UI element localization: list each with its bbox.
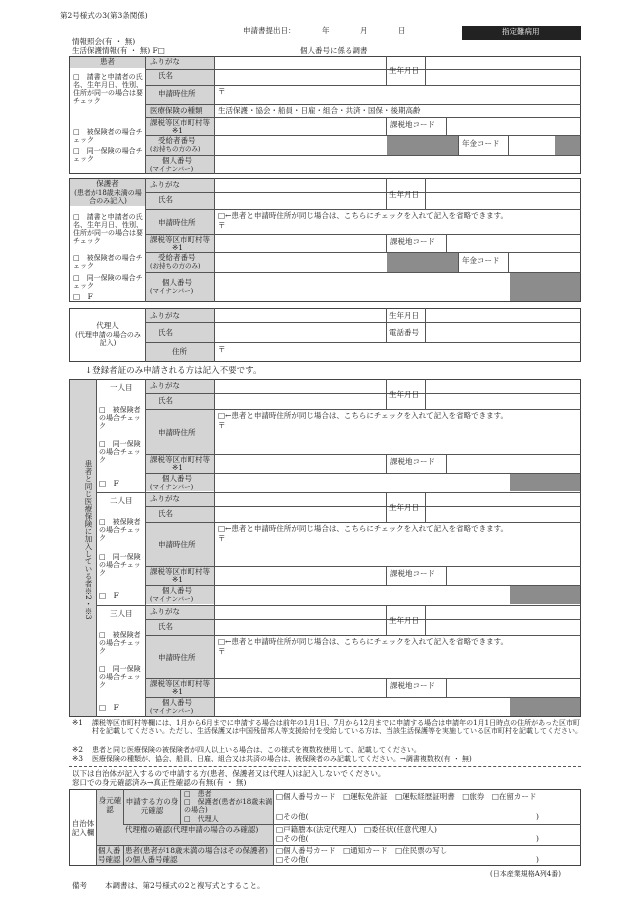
opt-patient[interactable]: □ 患者 (184, 790, 212, 798)
arrow-note: ↓登録者証のみ申請される方は記入不要です。 (85, 366, 262, 376)
identity-label: 身元確認 (98, 796, 122, 814)
member3-mynumber-sub: (マイナンバー) (150, 707, 194, 715)
localgov-intro2: 窓口での身元確認済み→真正性確認の有無(有 ・ 無) (72, 778, 247, 787)
member1-label: 一人目 (110, 383, 133, 392)
member1-municipality-label: 課税等区市町村等 (150, 455, 210, 464)
mynumber-other[interactable]: □その他( (276, 855, 309, 864)
agent-subtitle: (代理申請の場合のみ記入) (75, 331, 141, 348)
opt-agent[interactable]: □ 代理人 (184, 815, 219, 823)
guardian-check-insured[interactable]: □ 被保険者の場合チェック (73, 254, 143, 271)
localgov-side-label: 自治体記入欄 (71, 819, 95, 837)
member3-address-label: 申請時住所 (158, 653, 196, 662)
remark-label: 備考 (72, 881, 87, 890)
guardian-municipality-label: 課税等区市町村等 (150, 235, 210, 244)
member1-name-label: 氏名 (158, 396, 173, 405)
member2-municipality-label: 課税等区市町村等 (150, 567, 210, 576)
member3-municipality-note: ※1 (172, 687, 184, 696)
authority-other[interactable]: □その他( (276, 834, 309, 843)
guardian-title: 保護者 (96, 179, 119, 188)
note1-text: 課税等区市町村等欄には、1月から6月までに申請する場合は前年の1月1日、7月から12月までに申請する場合は申請年の1月1日時点の住所があった区市町村を記載してください。ただし、生活保護又は中国残留邦人等支援給付を受給している方は、当該生活保護等を実施している区市町村を記載してください。 (92, 719, 582, 736)
id-docs-other[interactable]: □その他( (276, 812, 309, 821)
member3-same-address[interactable]: □←患者と申請時住所が同じ場合は、こちらにチェックを入れて記入を省略できます。 (218, 637, 509, 646)
member2-tax-place-label: 課税地コード (390, 569, 435, 578)
guardian-f-check[interactable]: □ F (73, 292, 93, 301)
guardian-same-address[interactable]: □←患者と申請時住所が同じ場合は、こちらにチェックを入れて記入を省略できます。 (218, 211, 509, 220)
guardian-furigana-label: ふりがな (150, 180, 180, 189)
guardian-mynumber-sub: (マイナンバー) (150, 287, 194, 295)
members-side-label: 患者と同じ医療保険に加入している者※2・※3 (84, 460, 93, 620)
member3-check-same[interactable]: □ 同一保険の場合チェック (99, 665, 141, 690)
member3-check-insured[interactable]: □ 被保険者の場合チェック (99, 631, 141, 656)
agent-title: 代理人 (96, 321, 119, 330)
member2-mynumber-label: 個人番号 (162, 586, 192, 595)
member3-tax-place-label: 課税地コード (390, 681, 435, 690)
member1-check-same[interactable]: □ 同一保険の場合チェック (99, 440, 141, 465)
patient-mynumber-sub: (マイナンバー) (150, 165, 194, 173)
patient-furigana-label: ふりがな (150, 57, 180, 66)
guardian-tax-place-label: 課税地コード (390, 237, 435, 246)
member1-same-address[interactable]: □←患者と申請時住所が同じ場合は、こちらにチェックを入れて記入を省略できます。 (218, 411, 509, 420)
guardian-check-same-insurance[interactable]: □ 同一保険の場合チェック (73, 274, 143, 291)
date-year: 年 (322, 26, 330, 35)
member3-birthdate-label: 生年月日 (389, 616, 419, 625)
patient-recipient-label: 受給者番号 (158, 136, 196, 145)
member3-name-label: 氏名 (158, 622, 173, 631)
designated-illness-label: 指定難病用 (502, 27, 540, 36)
member2-municipality-note: ※1 (172, 575, 184, 584)
agent-name-label: 氏名 (158, 328, 173, 337)
agent-address-label: 住所 (172, 347, 187, 356)
member2-name-label: 氏名 (158, 509, 173, 518)
member1-mynumber-label: 個人番号 (162, 474, 192, 483)
guardian-subtitle: (患者が18歳未満の場合のみ記入) (74, 189, 142, 206)
guardian-postal: 〒 (218, 221, 226, 230)
member3-f-check[interactable]: □ F (99, 703, 119, 712)
guardian-address-label: 申請時住所 (158, 218, 196, 227)
note2-mark: ※2 (72, 745, 84, 754)
patient-address-label: 申請時住所 (158, 89, 196, 98)
paper-standard: (日本産業規格A列4番) (490, 870, 561, 878)
opt-guardian[interactable]: □ 保護者(患者が18歳未満の場合) (184, 798, 273, 815)
member2-mynumber-sub: (マイナンバー) (150, 595, 194, 603)
patient-check-insured[interactable]: □ 被保険者の場合チェック (73, 128, 143, 145)
welfare-info: 生活保護情報(有 ・ 無) F□ (72, 46, 165, 55)
member3-municipality-label: 課税等区市町村等 (150, 679, 210, 688)
member2-f-check[interactable]: □ F (99, 591, 119, 600)
member1-address-label: 申請時住所 (158, 428, 196, 437)
agent-birthdate-label: 生年月日 (389, 311, 419, 320)
remark-text: 本調書は、第2号様式の2と複写式とすること。 (105, 881, 265, 890)
patient-mynumber-label: 個人番号 (162, 156, 192, 165)
member1-check-insured[interactable]: □ 被保険者の場合チェック (99, 406, 141, 431)
patient-recipient-sub: (お持ちの方のみ) (150, 145, 201, 153)
agent-phone-label: 電話番号 (389, 328, 419, 337)
note3-mark: ※3 (72, 754, 84, 763)
member2-birthdate-label: 生年月日 (389, 503, 419, 512)
member1-birthdate-label: 生年月日 (389, 390, 419, 399)
date-month: 月 (360, 26, 368, 35)
member3-furigana-label: ふりがな (150, 607, 180, 616)
designated-illness-box (462, 26, 581, 40)
mynumber-docs[interactable]: □個人番号カード □通知カード □住民票の写し (276, 846, 448, 855)
member1-municipality-note: ※1 (172, 463, 184, 472)
note1-mark: ※1 (72, 718, 84, 727)
date-day: 日 (398, 26, 406, 35)
guardian-check-same[interactable]: □ 請書と申請者の氏名、生年月日、性別、住所が同一の場合は要チェック (73, 213, 143, 246)
guardian-municipality-note: ※1 (172, 243, 184, 252)
authority-label: 代理権の確認(代理申請の場合のみ確認) (125, 825, 259, 834)
submit-date-label: 申請書提出日： (243, 26, 296, 35)
member3-mynumber-label: 個人番号 (162, 698, 192, 707)
authority-docs[interactable]: □戸籍謄本(法定代理人) □委任状(任意代理人) (276, 825, 437, 834)
member2-address-label: 申請時住所 (158, 540, 196, 549)
member1-postal: 〒 (218, 421, 226, 430)
agent-postal: 〒 (218, 345, 226, 354)
member2-check-insured[interactable]: □ 被保険者の場合チェック (99, 518, 141, 543)
mynumber-other-close: ) (536, 855, 539, 864)
id-docs[interactable]: □個人番号カード □運転免許証 □運転経歴証明書 □旅券 □在留カード (276, 792, 537, 801)
localgov-intro1: 以下は自治体が記入するので申請する方(患者、保護者又は代理人)は記入しないでください。 (72, 769, 386, 778)
patient-title: 患者 (100, 57, 115, 66)
patient-birthdate-label: 生年月日 (389, 66, 419, 75)
member2-label: 二人目 (110, 496, 133, 505)
mynumber-who: 患者(患者が18歳未満の場合はその保護者)の個人番号確認 (125, 846, 268, 864)
agent-furigana-label: ふりがな (150, 311, 180, 320)
member1-mynumber-sub: (マイナンバー) (150, 483, 194, 491)
member2-check-same[interactable]: □ 同一保険の場合チェック (99, 553, 141, 578)
guardian-birthdate-label: 生年月日 (389, 190, 419, 199)
patient-insurance-options[interactable]: 生活保護・協会・船員・日雇・組合・共済・国保・後期高齢 (218, 106, 421, 115)
form-number: 第2号様式の3(第3条関係) (60, 11, 148, 20)
mynumber-check-label: 個人番号確認 (98, 846, 121, 864)
note2-text: 患者と同じ医療保険の被保険者が四人以上いる場合は、この様式を複数枚使用して、記載してください。 (92, 746, 421, 754)
patient-check-same-insurance[interactable]: □ 同一保険の場合チェック (73, 147, 143, 164)
member3-label: 三人目 (110, 609, 133, 618)
applicant-check-label: 申請する方の身元確認 (125, 797, 179, 815)
id-docs-other-close: ) (536, 812, 539, 821)
member1-tax-place-label: 課税地コード (390, 457, 435, 466)
guardian-pension-label: 年金コード (462, 256, 500, 265)
guardian-mynumber-label: 個人番号 (162, 278, 192, 287)
patient-name-label: 氏名 (158, 71, 173, 80)
guardian-recipient-sub: (お持ちの方のみ) (150, 262, 201, 270)
info-inquiry: 情報照会(有 ・ 無) (72, 37, 136, 46)
patient-insurance-label: 医療保険の種類 (150, 106, 203, 115)
patient-pension-label: 年金コード (462, 139, 500, 148)
authority-other-close: ) (536, 834, 539, 843)
form-title: 個人番号に係る調書 (300, 46, 368, 55)
member2-same-address[interactable]: □←患者と申請時住所が同じ場合は、こちらにチェックを入れて記入を省略できます。 (218, 524, 509, 533)
member2-furigana-label: ふりがな (150, 494, 180, 503)
patient-municipality-note: ※1 (172, 126, 184, 135)
member1-f-check[interactable]: □ F (99, 479, 119, 488)
patient-tax-place-label: 課税地コード (390, 120, 435, 129)
note3-text: 医療保険の種類が、協会、船員、日雇、組合又は共済の場合は、被保険者のみ記載してください。→調書複数枚(有 ・ 無) (92, 755, 472, 763)
member3-postal: 〒 (218, 647, 226, 656)
guardian-name-label: 氏名 (158, 195, 173, 204)
patient-municipality-label: 課税等区市町村等 (150, 118, 210, 127)
guardian-recipient-label: 受給者番号 (158, 253, 196, 262)
member2-postal: 〒 (218, 534, 226, 543)
member1-furigana-label: ふりがな (150, 381, 180, 390)
patient-postal: 〒 (218, 87, 226, 96)
patient-check-same[interactable]: □ 請書と申請者の氏名、生年月日、性別、住所が同一の場合は要チェック (73, 73, 143, 106)
